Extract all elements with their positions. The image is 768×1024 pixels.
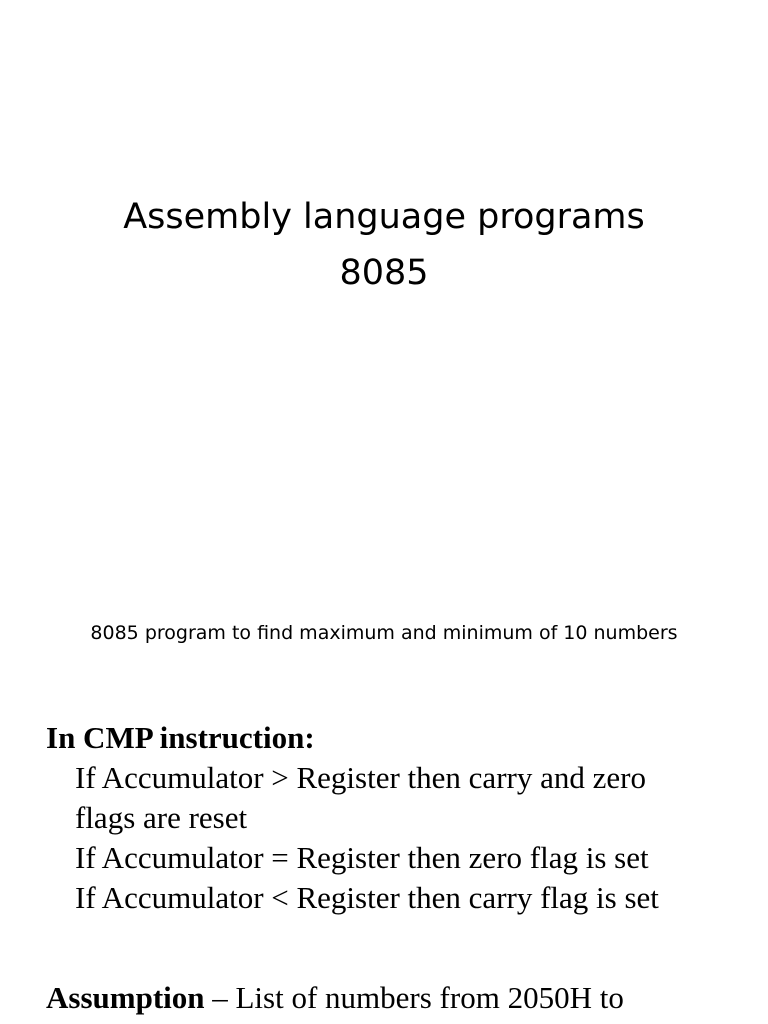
cmp-heading: In CMP instruction: [46,720,315,755]
assumption-paragraph [46,978,756,1018]
slide-title-line-2: 8085 [339,253,429,293]
cmp-line-greater: If Accumulator > Register then carry and zero [75,760,646,795]
slide-subtitle: 8085 program to find maximum and minimum of 10 numbers [90,622,678,644]
assumption-text: – List of numbers from 2050H to [204,980,624,1015]
slide-title-line-1: Assembly language programs [123,197,645,237]
cmp-line-greater-continued: flags are reset [75,800,248,835]
cmp-line-equal: If Accumulator = Register then zero flag is set [75,840,649,875]
cmp-instruction-section [46,718,756,918]
cmp-line-less: If Accumulator < Register then carry flag is set [75,880,659,915]
assumption-label: Assumption [46,980,205,1015]
